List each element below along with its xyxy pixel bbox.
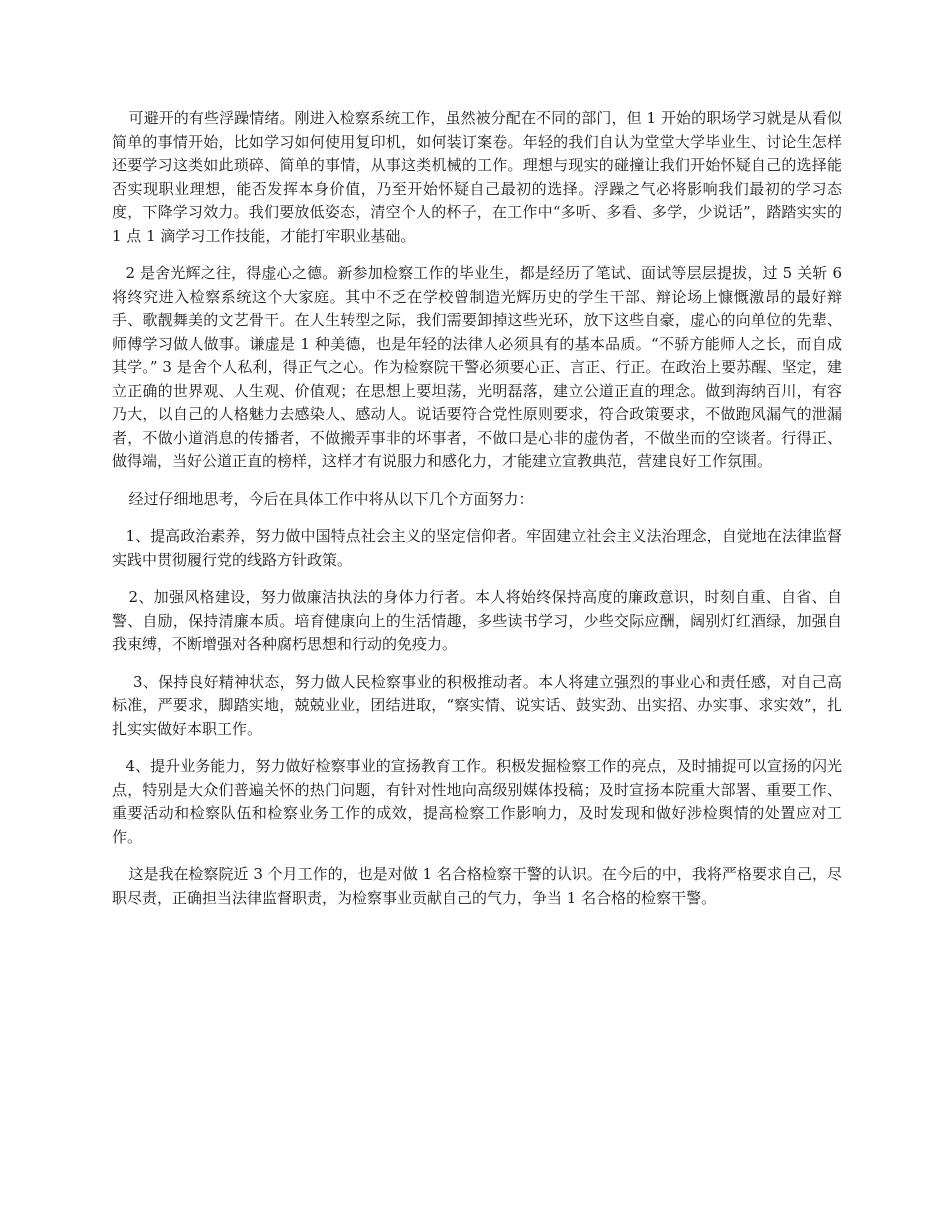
list-item: 4、提升业务能力，努力做好检察事业的宣扬教育工作。积极发掘检察工作的亮点，及时捕捉可以宣扬的闪光点，特别是大众们普遍关怀的热门问题，有针对性地向高级别媒体投稿；及时宣扬本院重大部署、重要工作、重要活动和检察队伍和检察业务工作的成效，提高检察工作影响力，及时发现和做好涉检舆情的处置应对工作。 [112,757,842,846]
paragraph: 经过仔细地思考，今后在具体工作中将从以下几个方面努力： [128,489,534,508]
paragraph: 这是我在检察院近 3 个月工作的，也是对做 1 名合格检察干警的认识。在今后的中，我将严格要求自己，尽职尽责，正确担当法律监督职责，为检察事业贡献自己的气力，争当 1 名合格的检察干警。 [112,865,842,907]
list-item: 3、保持良好精神状态，努力做人民检察事业的积极推动者。本人将建立强烈的事业心和责任感，对自己高标准，严要求，脚踏实地，兢兢业业，团结进取，“察实情、说实话、鼓实劲、出实招、办实事、求实效”，扎扎实实做好本职工作。 [112,672,842,738]
document-body [112,107,842,924]
paragraph: 2 是舍光辉之往，得虚心之德。新参加检察工作的毕业生，都是经历了笔试、面试等层层提拔，过 5 关斩 6 将终究进入检察系统这个大家庭。其中不乏在学校曾制造光辉历史的学生干部、辩论场上慷慨激昂的最好辩手、歌靓舞美的文艺骨干。在人生转型之际，我们需要卸掉这些光环，放下这些自豪，虚心的向单位的先辈、师傅学习做人做事。谦虚是 1 种美德，也是年轻的法律人必须具有的基本品质。“不骄方能师人之长，而自成其学。” 3 是舍个人私利，得正气之心。作为检察院干警必须要心正、言正、行正。在政治上要苏醒、坚定，建立正确的世界观、人生观、价值观；在思想上要坦荡，光明磊落，建立公道正直的理念。做到海纳百川，有容乃大，以自己的人格魅力去感染人、感动人。说话要符合党性原则要求，符合政策要求，不做跑风漏气的泄漏者，不做小道消息的传播者，不做搬弄事非的坏事者，不做口是心非的虚伪者，不做坐而的空谈者。行得正、做得端，当好公道正直的榜样，这样才有说服力和感化力，才能建立宣教典范，营建良好工作氛围。 [112,264,842,470]
list-item: 1、提高政治素养，努力做中国特点社会主义的坚定信仰者。牢固建立社会主义法治理念，自觉地在法律监督实践中贯彻履行党的线路方针政策。 [112,527,842,569]
list-item: 2、加强风格建设，努力做廉洁执法的身体力行者。本人将始终保持高度的廉政意识，时刻自重、自省、自警、自励，保持清廉本质。培育健康向上的生活情趣，多些读书学习，少些交际应酬，阔别灯红酒绿，加强自我束缚，不断增强对各种腐朽思想和行动的免疫力。 [112,588,842,653]
paragraph: 可避开的有些浮躁情绪。刚进入检察系统工作，虽然被分配在不同的部门，但 1 开始的职场学习就是从看似简单的事情开始，比如学习如何使用复印机，如何装订案卷。年轻的我们自认为堂堂大学毕业生、讨论生怎样还要学习这类如此琐碎、简单的事情，从事这类机械的工作。理想与现实的碰撞让我们开始怀疑自己的选择能否实现职业理想，能否发挥本身价值，乃至开始怀疑自己最初的选择。浮躁之气必将影响我们最初的学习态度，下降学习效力。我们要放低姿态，清空个人的杯子，在工作中“多听、多看、多学，少说话”，踏踏实实的 1 点 1 滴学习工作技能，才能打牢职业基础。 [112,109,842,245]
